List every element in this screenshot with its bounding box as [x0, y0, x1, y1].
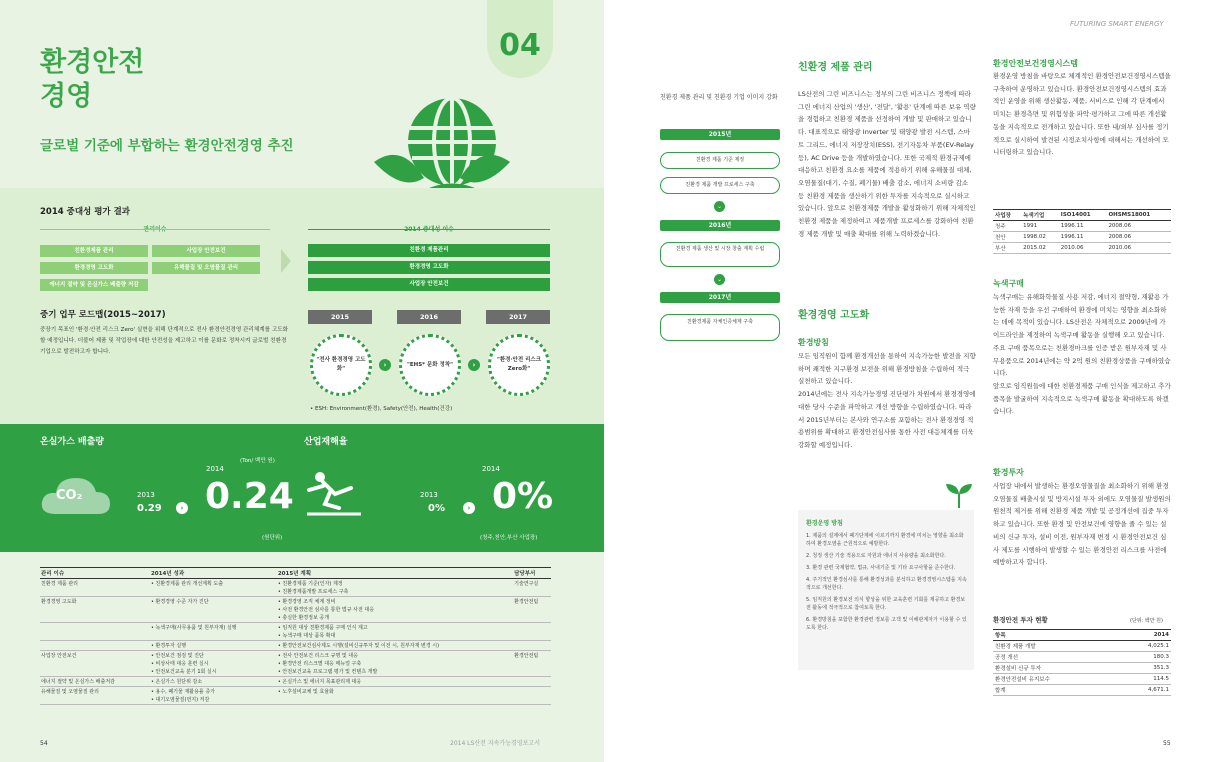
table-row: [993, 243, 1171, 254]
injury-heading: 산업재해율: [304, 437, 348, 447]
issue-box: 유해물질 및 오염물질 관리: [152, 262, 260, 274]
table-cell: • 온실가스 및 에너지 목표관리제 대응: [277, 677, 513, 687]
table-header-cell: 녹색기업: [1021, 210, 1059, 221]
policy-item: 3. 환경 관련 국제협약, 법규, 사내기준 및 기타 요구사항을 준수한다.: [806, 565, 956, 571]
invest-unit: (단위: 백만 원): [1130, 618, 1163, 624]
table-cell: [40, 623, 150, 641]
roadmap-heading: 중기 업무 로드맵(2015~2017): [40, 310, 166, 320]
ghg-cur-year: 2014: [206, 465, 224, 473]
table-cell: 친환경 제품 개발: [993, 641, 1118, 652]
green-text: 녹색구매는 유해화학물질 사용 저감, 에너지 절약형, 재활용 가능한 자재 등을 우선 구매하여 환경에 미치는 영향을 최소화하는 데에 목적이 있습니다. LS산전은 자체적으로 2009년에 가이드라인을 제정하여 녹색구매 활동을 실행해 오고 있습니다. 주요 구매 품목으로는 친환경마크를 인증 받은 원부자재 및 사무용품으로 2014년에는 약 2억 원의 친환경상품을 구매하였습니다. 앞으로 임직원들에 대한 친환경제품 구매 인식을 제고하고 추가 품목을 발굴하여 지속적으로 녹색구매 활동을 확대하도록 하겠습니다.: [993, 293, 1171, 416]
table-cell: 2015.02: [1021, 243, 1059, 254]
chevron-down-icon: ⌄: [714, 274, 725, 285]
major-issue-box: 사업장 안전보건: [308, 278, 550, 291]
policy-item: 2. 청정 생산 기술 적용으로 자원과 에너지 사용량을 최소화한다.: [806, 553, 946, 559]
ems-table: [993, 209, 1171, 254]
invest-text: 사업장 내에서 발생하는 환경오염물질을 최소화하기 위해 환경오염물질 배출시설 및 방지시설 투자 외에도 오염물질 발생원의 원천적 제거를 위해 친환경 제품 개발 및 공정개선에 집중 투자하고 있습니다. 또한 환경 및 안전보건에 영향을 줄 수 있는 설비의 신규 투자, 설비 이전, 원부자재 변경 시 환경안전보건 심사 제도를 시행하여 발생할 수 있는 환경안전 리스크를 사전에 예방하고자 합니다.: [993, 482, 1171, 567]
table-cell: 청주: [993, 221, 1021, 232]
roadmap-circle: "EHS* 문화 정착": [399, 334, 461, 396]
invest-heading: 환경투자: [993, 468, 1024, 477]
divider: [40, 229, 270, 230]
slip-hazard-icon: [303, 468, 365, 520]
table-cell: 114.5: [1118, 674, 1171, 685]
ghg-footnote: (원단위): [262, 535, 283, 541]
arrow-right-icon: ›: [176, 502, 188, 514]
table-cell: 부산: [993, 243, 1021, 254]
table-cell: [513, 687, 551, 705]
table-cell: 공정 개선: [993, 652, 1118, 663]
table-row: [40, 651, 551, 677]
table-cell: 사업장 안전보건: [40, 651, 150, 677]
table-cell: 2008.06: [1106, 221, 1171, 232]
roadmap-note: • ESH: Environment(환경), Safety(안전), Health(건강): [310, 406, 453, 412]
roadmap-circle: "환경·안전 리스크 Zero화": [488, 334, 550, 396]
table-cell: • 용수, 폐기물 재활용률 증가 • 대기오염물질(먼지) 저감: [150, 687, 277, 705]
timeline-step: 친환경제품 자체인증체계 구축: [660, 314, 780, 341]
table-cell: • 환경안전보건심사제도 시행(설비신규투자 및 이전 시, 원부자재 변경 시): [277, 641, 513, 651]
ghg-heading: 온실가스 배출량: [40, 437, 104, 447]
table-cell: 기술연구실: [513, 579, 551, 597]
injury-cur-value: 0%: [492, 476, 554, 517]
policy-item: 1. 제품의 설계에서 폐기단계에 이르기까지 환경에 미치는 영향을 최소화하여 환경오염을 근원적으로 예방한다.: [806, 533, 964, 547]
table-row: [993, 685, 1171, 696]
table-cell: 1996.11: [1059, 232, 1107, 243]
table-cell: • 전사 안전보건 리스크 규명 및 대응 • 환경안전 리스크별 대응 매뉴얼 구축 • 안전보건교육 프로그램 평가 및 컨텐츠 개발: [277, 651, 513, 677]
globe-leaf-icon: [372, 92, 512, 202]
ems-heading: 환경안전보건경영시스템: [993, 59, 1079, 68]
table-cell: • 환경경영 조직 체계 정비 • 사전 환경안전 심사를 통한 법규 사전 대응 • 충실한 환경정보 공개: [277, 597, 513, 623]
page-number: 55: [1163, 740, 1171, 747]
table-header-cell: 관리 이슈: [40, 568, 150, 579]
materiality-heading: 2014 중대성 평가 결과: [40, 207, 131, 217]
invest-table: [993, 629, 1171, 696]
table-cell: 환경설비 신규 투자: [993, 663, 1118, 674]
injury-footnote: (청주,천안,부산 사업장): [480, 535, 538, 541]
table-header-cell: 담당부서: [513, 568, 551, 579]
table-cell: 180.3: [1118, 652, 1171, 663]
footer-text: 2014 LS산전 지속가능경영보고서: [450, 740, 540, 747]
table-header-cell: 항목: [993, 630, 1118, 641]
table-cell: • 환경경영 수준 자가 진단: [150, 597, 277, 623]
year-label: 2017년: [660, 292, 780, 303]
plan-table: [40, 567, 551, 705]
green-heading: 녹색구매: [993, 279, 1024, 288]
side-title: 친환경 제품 관리 및 친환경 기업 이미지 강화: [660, 94, 778, 101]
invest-table-title: 환경안전 투자 현황: [993, 616, 1048, 624]
table-header-cell: OHSMS18001: [1106, 210, 1171, 221]
ems-text: 환경운영 방침을 바탕으로 체계적인 환경안전보건경영시스템을 구축하여 운영하고 있습니다. 환경안전보건경영시스템의 효과적인 운영을 위해 생산활동, 제품, 서비스로 인해 각 단계에서 미치는 환경측면 및 위험성을 파악·평가하고 그에 따른 개선활동을 지속적으로 전개하고 있습니다. 또한 내/외부 심사를 정기적으로 실시하여 발견된 시정조치사항에 대해서는 개선하여 모니터링하고 있습니다.: [993, 72, 1171, 157]
roadmap-circle: "전사 환경경영 고도화": [310, 334, 372, 396]
table-cell: 환경안전설비 유지보수: [993, 674, 1118, 685]
major-label: 2014 중대성 이슈: [404, 226, 454, 233]
table-header-cell: 2014년 성과: [150, 568, 277, 579]
eco-heading: 친환경 제품 관리: [798, 62, 873, 73]
ghg-unit: (Ton/ 백만 원): [240, 458, 275, 464]
timeline-step: 친환경 제품 개발 프로세스 구축: [660, 177, 780, 194]
table-row: [993, 221, 1171, 232]
table-row: [993, 674, 1171, 685]
table-row: [993, 641, 1171, 652]
table-cell: 2008.06: [1106, 232, 1171, 243]
table-cell: • 녹색구매(사무용품 및 원부자재) 실행: [150, 623, 277, 641]
table-cell: 합계: [993, 685, 1118, 696]
table-cell: [513, 677, 551, 687]
table-row: [993, 232, 1171, 243]
policy-item: 5. 임직원의 환경보전 의식 향상을 위한 교육훈련 기회를 제공하고 환경보전 활동에 적극적으로 참여토록 한다.: [806, 597, 966, 611]
injury-prev-year: 2013: [420, 491, 438, 499]
table-cell: 1996.11: [1059, 221, 1107, 232]
table-cell: 유해물질 및 오염물질 관리: [40, 687, 150, 705]
table-cell: 천안: [993, 232, 1021, 243]
policy-list: [806, 532, 968, 636]
eco-text: LS산전의 그린 비즈니스는 정부의 그린 비즈니스 정책에 따라 그린 에너지 산업의 '생산', '전달', '활용' 단계에 따른 보유 역량을 경험하고 친환경 제품을 선정하여 개발 및 판매하고 있습니다. 대표적으로 태양광 Inverter 및 태양광 발전 시스템, 스마트 그리드, 에너지 저장장치(ESS), 전기자동차 부품(EV-Relay 등), AC Drive 등을 개발하였습니다. 또한 국제적 환경규제에 대응하고 친환경 요소를 제품에 적용하기 위해 유해물질 대체, 오염물질(대기, 수질, 폐기물) 배출 감소, 에너지 소비량 감소 등 친환경 제품을 생산하기 위한 투자를 지속적으로 실시하고 있습니다. 앞으로 친환경제품 개발을 활성화하기 위해 자체적인 친환경 제품을 제정하여고 제품개발 프로세스를 강화하여 친환경 제품 개발 및 매출 확대를 위해 노력하겠습니다.: [798, 90, 976, 238]
table-row: [40, 677, 551, 687]
table-row: [40, 687, 551, 705]
issue-box: 환경경영 고도화: [40, 262, 148, 274]
chevron-down-icon: ⌄: [714, 201, 725, 212]
year-label: 2017: [486, 310, 550, 324]
table-cell: 2010.06: [1106, 243, 1171, 254]
table-cell: • 온실가스 원단위 감소: [150, 677, 277, 687]
policy-text: 모든 임직원이 함께 환경개선을 통하여 지속가능한 발전을 지향하며 쾌적한 지구환경 보전을 위해 환경방침을 수립하여 적극 실천하고 있습니다. 2014년에는 전사 지속가능경영 진단평가 차원에서 환경경영에 대한 당사 수준을 파악하고 개선 방향을 수립하였습니다. 따라서 2015년부터는 본사와 연구소를 포함하는 전사 환경경영 적용범위를 확대하고 환경안전심사를 통한 사전 대응체계를 더욱 강화할 예정입니다.: [798, 352, 976, 449]
brand-logo: FUTURING SMART ENERGY: [1070, 20, 1164, 28]
table-cell: 에너지 절약 및 온실가스 배출저감: [40, 677, 150, 687]
table-cell: 환경안전팀: [513, 651, 551, 677]
table-row: [40, 579, 551, 597]
year-label: 2015년: [660, 129, 780, 140]
advance-heading: 환경경영 고도화: [798, 310, 870, 321]
co2-label: CO₂: [56, 488, 83, 503]
policy-item: 6. 환경방침을 포함한 환경관련 정보를 고객 및 이해관계자가 이용할 수 있도록 한다.: [806, 617, 967, 631]
table-cell: • 환경투자 실행: [150, 641, 277, 651]
table-header-cell: 2014: [1118, 630, 1171, 641]
table-cell: 1998.02: [1021, 232, 1059, 243]
divider: [308, 229, 550, 230]
table-row: [40, 597, 551, 623]
issue-box: 사업장 안전보건: [152, 245, 260, 257]
policy-heading: 환경방침: [798, 338, 829, 347]
chapter-tab: 04: [487, 0, 553, 78]
table-cell: 4,671.1: [1118, 685, 1171, 696]
issues-label: 관리이슈: [143, 226, 167, 233]
table-cell: 4,025.1: [1118, 641, 1171, 652]
major-issue-box: 환경경영 고도화: [308, 261, 550, 274]
policy-item: 4. 주기적인 환경심사를 통해 환경성과를 분석하고 환경경영시스템을 지속적으로 개선한다.: [806, 577, 967, 591]
year-label: 2016년: [660, 220, 780, 231]
table-cell: • 친환경제품 기준(인자) 제정 • 친환경제품개발 프로세스 구축: [277, 579, 513, 597]
table-cell: [513, 623, 551, 641]
table-row: [993, 663, 1171, 674]
arrow-right-icon: ›: [468, 359, 480, 371]
page-title: 환경안전 경영: [40, 47, 145, 112]
ghg-prev-year: 2013: [137, 491, 155, 499]
table-cell: 친환경 제품 관리: [40, 579, 150, 597]
table-cell: 1991: [1021, 221, 1059, 232]
issue-box: 에너지 절약 및 온실가스 배출량 저감: [40, 279, 148, 291]
page-number: 54: [40, 740, 48, 747]
table-cell: 환경안전팀: [513, 597, 551, 623]
table-row: [993, 652, 1171, 663]
table-cell: [40, 641, 150, 651]
arrow-right-icon: ›: [463, 502, 475, 514]
table-cell: • 임직원 대상 친환경제품 구매 인식 제고 • 녹색구매 대상 품목 확대: [277, 623, 513, 641]
policy-box-title: 환경운영 방침: [806, 520, 843, 527]
major-issue-box: 친환경 제품관리: [308, 244, 550, 257]
arrow-right-icon: ›: [379, 359, 391, 371]
table-row: [40, 641, 551, 651]
year-label: 2016: [397, 310, 461, 324]
table-cell: 환경경영 고도화: [40, 597, 150, 623]
chevron-right-icon: [280, 248, 292, 274]
table-cell: 351.3: [1118, 663, 1171, 674]
ghg-cur-value: 0.24: [205, 476, 294, 517]
page-subtitle: 글로벌 기준에 부합하는 환경안전경영 추진: [40, 138, 294, 154]
sprout-icon: [944, 482, 974, 510]
injury-prev-value: 0%: [428, 503, 445, 514]
table-header-cell: 2015년 계획: [277, 568, 513, 579]
roadmap-text: 중장기 목표인 '환경·안전 리스크 Zero' 실현을 위해 단계적으로 전사 환경안전경영 관리체계를 고도화할 예정입니다. 더불어 제품 및 작업장에 대한 안전성을 제고하고 이를 문화로 정착시켜 글로벌 친환경 기업으로 발전하고자 합니다.: [40, 327, 289, 355]
table-cell: • 노후설비교체 및 효율화: [277, 687, 513, 705]
table-cell: • 친환경제품 관리 개선계획 도출: [150, 579, 277, 597]
table-header-cell: ISO14001: [1059, 210, 1107, 221]
table-cell: • 안전보건 점검 및 진단 • 비상사태 대응 훈련 실시 • 안전보건교육 분기 1회 실시: [150, 651, 277, 677]
ghg-prev-value: 0.29: [137, 503, 162, 514]
injury-cur-year: 2014: [482, 465, 500, 473]
timeline-step: 친환경 제품 생산 및 시장 창출 계획 수립: [660, 242, 780, 267]
year-label: 2015: [308, 310, 372, 324]
table-cell: 2010.06: [1059, 243, 1107, 254]
table-row: [40, 623, 551, 641]
table-cell: [513, 641, 551, 651]
table-header-cell: 사업장: [993, 210, 1021, 221]
issue-box: 친환경제품 관리: [40, 245, 148, 257]
timeline-step: 친환경 제품 기준 제정: [660, 152, 780, 169]
